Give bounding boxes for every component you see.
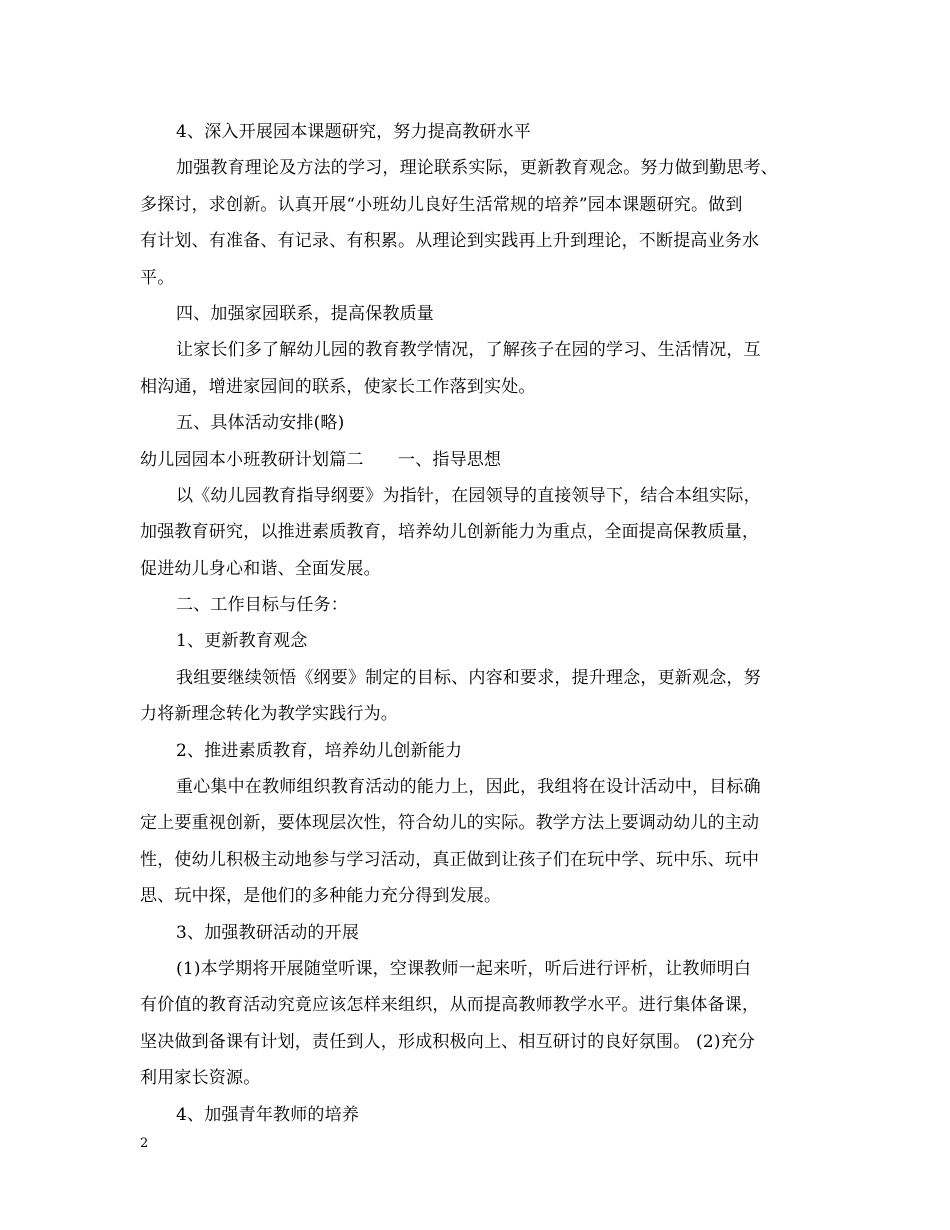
text-line: 我组要继续领悟《纲要》制定的目标、内容和要求，提升理念，更新观念，努 (176, 667, 761, 688)
text-line: 利用家长资源。 (140, 1068, 261, 1089)
text-line: 相沟通，增进家园间的联系，使家长工作落到实处。 (140, 376, 536, 397)
text-line: (1)本学期将开展随堂听课，空课教师一起来听，听后进行评析，让教师明白 (176, 958, 752, 979)
text-line: 让家长们多了解幼儿园的教育教学情况，了解孩子在园的学习、生活情况，互 (176, 340, 761, 361)
text-line: 思、玩中探，是他们的多种能力充分得到发展。 (140, 886, 502, 907)
text-line: 有计划、有准备、有记录、有积累。从理论到实践再上升到理论，不断提高业务水 (140, 231, 760, 252)
text-line: 重心集中在教师组织教育活动的能力上，因此，我组将在设计活动中，目标确 (176, 777, 761, 798)
text-line: 加强教育理论及方法的学习，理论联系实际，更新教育观念。努力做到勤思考、 (176, 158, 778, 179)
text-line: 促进幼儿身心和谐、全面发展。 (140, 558, 381, 579)
text-line: 以《幼儿园教育指导纲要》为指针，在园领导的直接领导下，结合本组实际， (176, 485, 761, 506)
text-line: 五、具体活动安排(略) (176, 413, 345, 434)
text-line: 坚决做到备课有计划，责任到人，形成积极向上、相互研讨的良好氛围。 (2)充分 (140, 1031, 756, 1052)
text-line: 幼儿园园本小班教研计划篇二 一、指导思想 (140, 449, 502, 470)
text-line: 定上要重视创新，要体现层次性，符合幼儿的实际。教学方法上要调动幼儿的主动 (140, 813, 760, 834)
text-line: 四、加强家园联系，提高保教质量 (176, 303, 434, 324)
text-line: 力将新理念转化为教学实践行为。 (140, 704, 398, 725)
text-line: 加强教育研究，以推进素质教育，培养幼儿创新能力为重点，全面提高保教质量， (140, 522, 760, 543)
text-line: 多探讨，求创新。认真开展“小班幼儿良好生活常规的培养”园本课题研究。做到 (140, 194, 743, 215)
text-line: 2、推进素质教育，培养幼儿创新能力 (176, 740, 463, 761)
text-line: 二、工作目标与任务： (176, 595, 348, 616)
text-line: 4、加强青年教师的培养 (176, 1104, 360, 1125)
text-line: 4、深入开展园本课题研究，努力提高教研水平 (176, 122, 532, 142)
text-line: 性，使幼儿积极主动地参与学习活动，真正做到让孩子们在玩中学、玩中乐、玩中 (140, 849, 760, 870)
text-line: 1、更新教育观念 (176, 631, 308, 652)
document-body (140, 114, 820, 1133)
text-line: 平。 (140, 267, 175, 288)
text-line: 有价值的教育活动究竟应该怎样来组织，从而提高教师教学水平。进行集体备课， (140, 995, 760, 1016)
text-line: 3、加强教研活动的开展 (176, 922, 360, 943)
page-number: 2 (140, 1136, 149, 1151)
